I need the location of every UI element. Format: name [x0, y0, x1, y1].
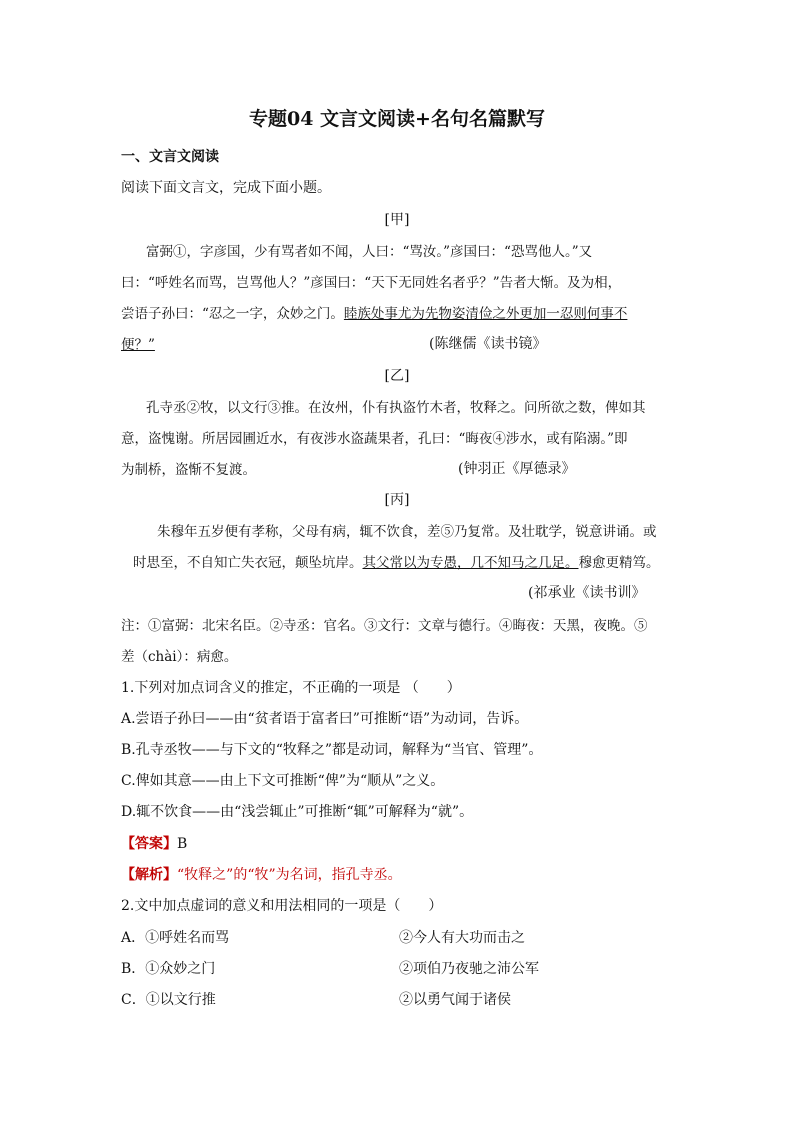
passage-jia-mark: [甲] — [384, 212, 410, 228]
section-heading: 一、文言文阅读 — [121, 149, 219, 165]
passage-bing-underlined: 其父常以为专愚，几不知马之几足。 — [362, 555, 579, 571]
passage-bing-line: 朱穆年五岁便有孝称，父母有病，辄不饮食，差⑤乃复常。及壮耽学，锐意讲诵。或 — [157, 524, 657, 540]
passage-jia-underlined-end: 便？” — [121, 337, 155, 353]
question-2-stem: 2.文中加点虚词的意义和用法相同的一项是（ ） — [121, 898, 443, 914]
passage-bing-line — [133, 551, 660, 571]
question-1-analysis — [121, 864, 402, 884]
question-2-option-b-1: B．①众妙之门 — [121, 961, 216, 977]
question-1-option-a: A.尝语子孙曰——由“贫者语于富者曰”可推断“语”为动词，告诉。 — [121, 711, 529, 727]
passage-bing-source: (祁承业《读书训》 — [528, 585, 646, 601]
passage-yi-line: 意，盗愧谢。所居园圃近水，有夜涉水盗蔬果者，孔曰：“晦夜④涉水，或有陷溺。”即 — [121, 431, 628, 447]
passage-jia-line: 曰：“呼姓名而骂，岂骂他人？”彦国曰：“天下无同姓名者乎？”告者大惭。及为相， — [121, 275, 622, 291]
passage-jia-underlined: 睦族处事尤为先物姿清俭之外更加一忍则何事不 — [343, 306, 628, 322]
passage-yi-line: 孔寺丞②牧，以文行③推。在汝州，仆有执盗竹木者，牧释之。问所欲之数，俾如其 — [146, 400, 646, 416]
question-2-option-a-1: A．①呼姓名而骂 — [121, 930, 230, 946]
passage-bing-text-end: 穆愈更精笃。 — [578, 555, 660, 571]
instruction-text: 阅读下面文言文，完成下面小题。 — [121, 180, 331, 196]
passage-jia-source: (陈继儒《读书镜》 — [429, 336, 547, 352]
notes-line: 差（chài）：病愈。 — [121, 649, 238, 665]
question-1-option-c: C.俾如其意——由上下文可推断“俾”为“顺从”之义。 — [121, 773, 445, 789]
passage-bing-mark: [丙] — [384, 492, 410, 508]
passage-jia-line: 富弼①，字彦国，少有骂者如不闻，人曰：“骂汝。”彦国曰：“恐骂他人。”又 — [146, 244, 593, 260]
question-1-option-d: D.辄不饮食——由“浅尝辄止”可推断“辄”可解释为“就”。 — [121, 804, 474, 820]
analysis-label: 【解析】 — [121, 867, 177, 883]
question-2-option-a-2: ②今人有大功而击之 — [399, 930, 525, 946]
passage-jia-line — [121, 302, 627, 322]
passage-yi-mark: [乙] — [384, 368, 410, 384]
question-2-option-c-1: C．①以文行推 — [121, 992, 216, 1008]
passage-yi-source: (钟羽正《厚德录》 — [458, 461, 576, 477]
question-1-stem: 1.下列对加点词含义的推定，不正确的一项是 （ ） — [121, 680, 461, 696]
answer-value: B — [177, 836, 188, 852]
analysis-text: “牧释之”的“牧”为名词，指孔寺丞。 — [177, 867, 402, 883]
notes-line: 注：①富弼：北宋名臣。②寺丞：官名。③文行：文章与德行。④晦夜：天黑，夜晚。⑤ — [121, 618, 648, 634]
passage-bing-text: 时思至，不自知亡失衣冠，颠坠坑岸。 — [133, 555, 363, 571]
question-2-option-b-2: ②项伯乃夜驰之沛公军 — [399, 961, 539, 977]
passage-jia-last-line — [121, 333, 155, 353]
question-1-option-b: B.孔寺丞牧——与下文的“牧释之”都是动词，解释为“当官、管理”。 — [121, 742, 543, 758]
passage-jia-text: 尝语子孙曰：“忍之一字，众妙之门。 — [121, 306, 344, 322]
passage-yi-line: 为制桥，盗惭不复渡。 — [121, 462, 256, 478]
question-2-option-c-2: ②以勇气闻于诸侯 — [399, 992, 511, 1008]
question-1-answer — [121, 833, 187, 853]
page-title: 专题04 文言文阅读+名句名篇默写 — [249, 108, 545, 130]
answer-label: 【答案】 — [121, 836, 177, 852]
